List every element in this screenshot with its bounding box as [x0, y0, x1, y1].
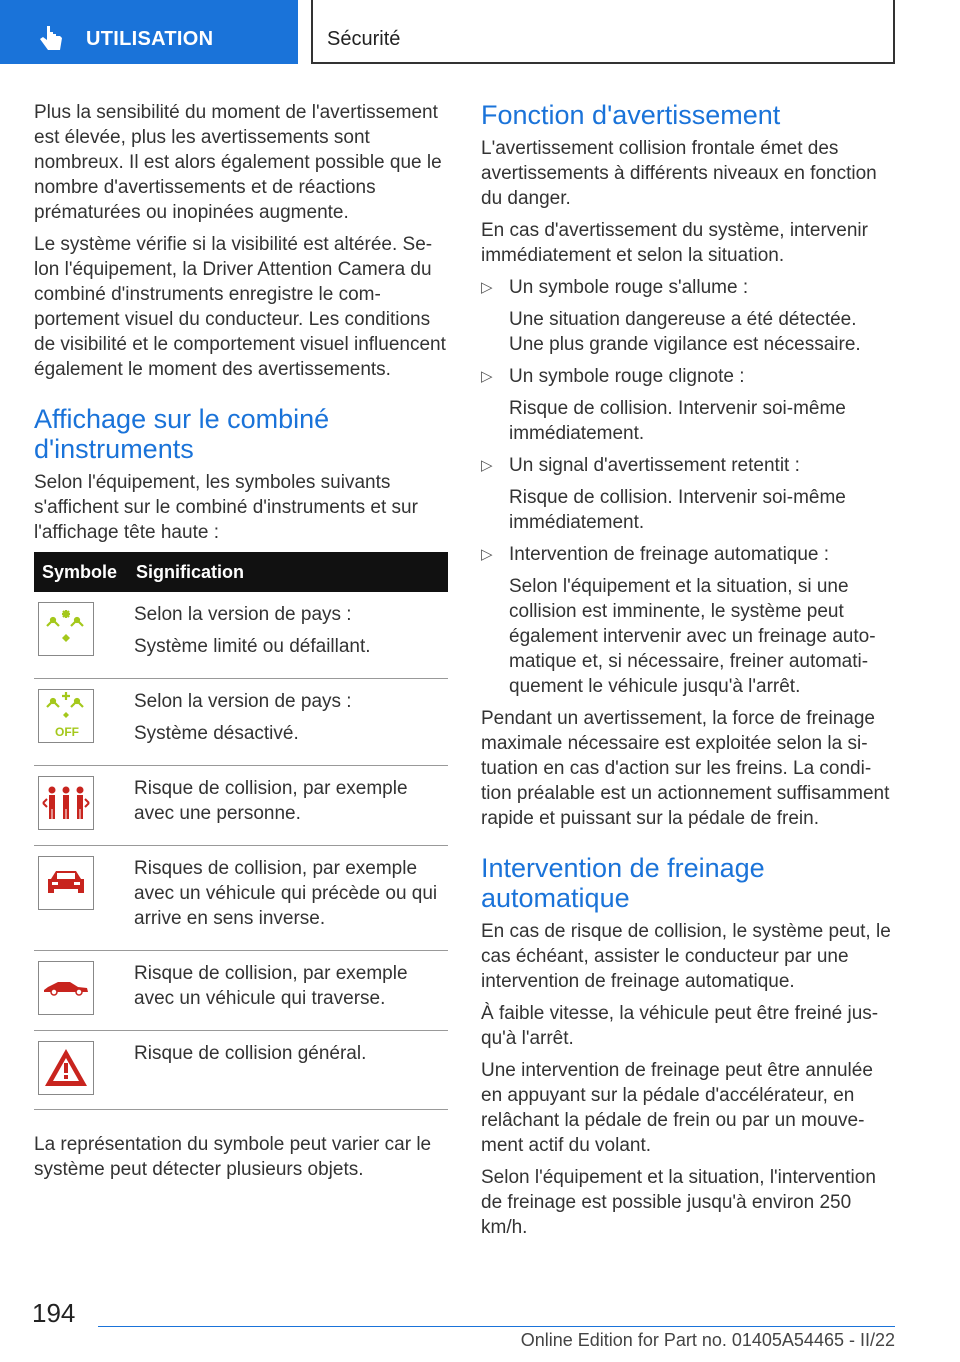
footer-divider — [98, 1326, 895, 1327]
section-heading: Fonction d'avertissement — [481, 100, 781, 130]
edition-footer: Online Edition for Part no. 01405A54465 - II/22 — [520, 1330, 895, 1350]
paragraph: Le système vérifie si la visibilité est altérée. Selon l'équipement, la Driver Attention Camera du combiné d'instruments enregistre le comportement visuel du conducteur. Les conditions de visibilité et le comportement visuel influencent également le moment des avertissements. — [34, 234, 446, 380]
meaning-text: Risques de collision, par exemple avec un véhicule qui précède ou qui arrive en sens inverse. — [134, 858, 438, 929]
table-row — [34, 679, 448, 766]
list-item — [481, 542, 895, 699]
paragraph: L'avertissement collision frontale émet des avertissements à différents niveaux en fonction du danger. — [481, 138, 877, 209]
table-row — [34, 1031, 448, 1110]
meaning-text: Système désactivé. — [134, 723, 299, 744]
column-header-symbol: Symbole — [34, 552, 134, 592]
right-column — [481, 100, 895, 1247]
list-item-title: Un symbole rouge s'allume : — [509, 277, 749, 298]
section-label: UTILISATION — [86, 28, 214, 50]
list-item-text: Risque de collision. Intervenir soi-même immédiatement. — [509, 487, 846, 533]
triangle-bullet-icon: ▷ — [481, 368, 493, 385]
table-row — [34, 592, 448, 679]
warning-levels-list — [481, 275, 895, 699]
triangle-bullet-icon: ▷ — [481, 279, 493, 296]
left-column — [34, 100, 448, 1189]
paragraph: En cas de risque de collision, le système peut, le cas échéant, assister le conducteur par une intervention de freinage automatique. — [481, 921, 891, 992]
collision-warning-limited-icon — [38, 602, 94, 656]
list-item-text: Selon l'équipement et la situation, si une collision est imminente, le système peut également intervenir avec un freinage automatique et, si nécessaire, freiner automatiquement le véhicule jusqu'à l'arrêt. — [509, 576, 876, 697]
meaning-text: Risque de collision, par exemple avec un véhicule qui traverse. — [134, 963, 408, 1009]
list-item — [481, 275, 895, 357]
meaning-text: Système limité ou défaillant. — [134, 636, 371, 657]
meaning-text: Selon la version de pays : — [134, 691, 352, 712]
collision-warning-off-icon — [38, 689, 94, 743]
triangle-bullet-icon: ▷ — [481, 546, 493, 563]
list-item — [481, 364, 895, 446]
vehicle-crossing-collision-icon — [38, 961, 94, 1015]
paragraph: La représentation du symbole peut varier car le système peut détecter plusieurs objets. — [34, 1134, 432, 1180]
list-item-text: Une situation dangereuse a été détectée. Une plus grande vigilance est nécessaire. — [509, 309, 861, 355]
section-tab[interactable] — [0, 0, 298, 64]
pedestrian-collision-icon — [38, 776, 94, 830]
paragraph: Pendant un avertissement, la force de freinage maximale nécessaire est exploitée selon la situation en cas d'action sur les freins. La condition préalable est un actionnement suffisamment rapide et puissant sur la pédale de frein. — [481, 708, 890, 829]
section-heading: Intervention de freinage automatique — [481, 853, 765, 913]
section-heading: Affichage sur le combiné d'instruments — [34, 404, 330, 464]
list-item-title: Intervention de freinage automatique : — [509, 544, 830, 565]
meaning-text: Risque de collision, par exemple avec une personne. — [134, 778, 408, 824]
column-header-meaning: Signification — [134, 552, 448, 592]
hand-pointer-icon — [36, 24, 66, 54]
list-item-title: Un signal d'avertissement retentit : — [509, 455, 800, 476]
paragraph: En cas d'avertissement du système, intervenir immédiatement et selon la situation. — [481, 220, 868, 266]
table-header-row — [34, 552, 448, 592]
vehicle-front-collision-icon — [38, 856, 94, 910]
svg-text:OFF: OFF — [55, 725, 79, 739]
page-number: 194 — [32, 1298, 76, 1328]
topic-header — [311, 0, 895, 64]
list-item-text: Risque de collision. Intervenir soi-même immédiatement. — [509, 398, 846, 444]
list-item — [481, 453, 895, 535]
general-warning-triangle-icon — [38, 1041, 94, 1095]
meaning-text: Risque de collision général. — [134, 1043, 367, 1064]
table-row — [34, 766, 448, 846]
paragraph: Une intervention de freinage peut être annulée en appuyant sur la pédale d'accélérateur, en relâchant la pédale de frein ou par un mouvement actif du volant. — [481, 1060, 873, 1156]
paragraph: Plus la sensibilité du moment de l'avertissement est élevée, plus les avertissements sont nombreux. Il est alors également possible que le nombre d'avertissements et de réactions prématurées ou inopinées augmente. — [34, 102, 442, 223]
topic-label: Sécurité — [327, 28, 401, 50]
paragraph: À faible vitesse, la véhicule peut être freiné jusqu'à l'arrêt. — [481, 1003, 879, 1049]
paragraph: Selon l'équipement, les symboles suivants s'affichent sur le combiné d'instruments et sur l'affichage tête haute : — [34, 472, 418, 543]
symbol-table — [34, 552, 448, 1110]
table-row — [34, 846, 448, 951]
triangle-bullet-icon: ▷ — [481, 457, 493, 474]
meaning-text: Selon la version de pays : — [134, 604, 352, 625]
list-item-title: Un symbole rouge clignote : — [509, 366, 745, 387]
paragraph: Selon l'équipement et la situation, l'intervention de freinage est possible jusqu'à environ 250 km/h. — [481, 1167, 876, 1238]
table-row — [34, 951, 448, 1031]
